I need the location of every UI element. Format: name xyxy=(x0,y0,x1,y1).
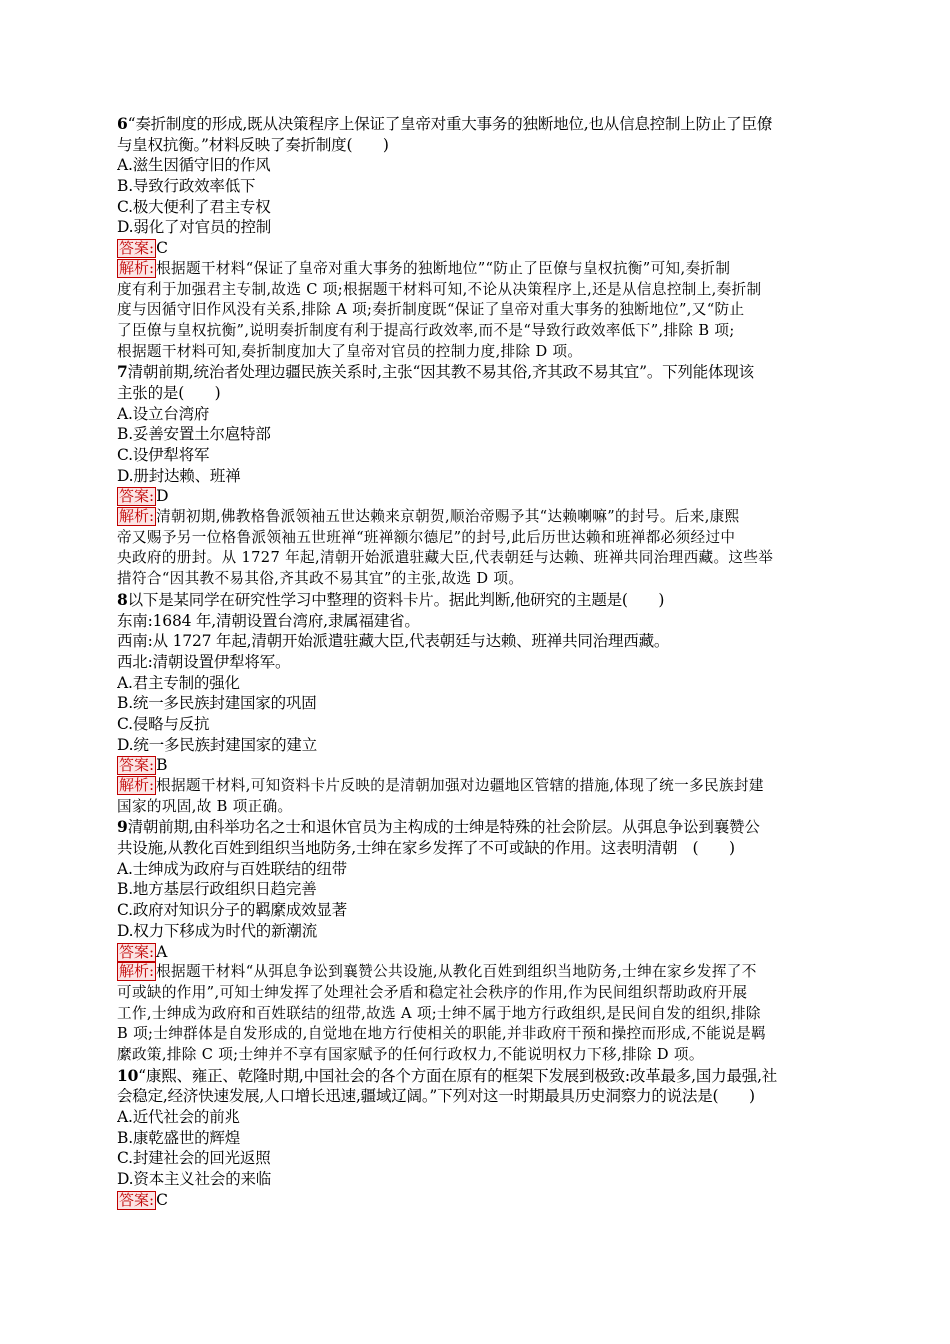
question-stem-text: 清朝前期,由科举功名之士和退休官员为主构成的士绅是特殊的社会阶层。从弭息争讼到襄赞公 xyxy=(127,818,760,837)
question-stem-text: 清朝前期,统治者处理边疆民族关系时,主张“因其教不易其俗,齐其政不易其宜”。下列能体现该 xyxy=(127,363,754,382)
question-stem-text: 共设施,从教化百姓到组织当地防务,士绅在家乡发挥了不可或缺的作用。这表明清朝 ( ) xyxy=(117,839,735,858)
answer-label: 答案: xyxy=(119,487,155,506)
answer-line xyxy=(117,238,835,259)
analysis-line xyxy=(117,259,835,280)
option-item: A.设立台湾府 xyxy=(117,404,210,423)
analysis-line xyxy=(117,507,835,528)
analysis-text: 央政府的册封。从 1727 年起,清朝开始派遣驻藏大臣,代表朝廷与达赖、班禅共同治理西藏。这些举 xyxy=(117,549,774,567)
analysis-text: 国家的巩固,故 B 项正确。 xyxy=(117,797,293,815)
question-stem-line xyxy=(117,611,835,632)
answer-label: 答案: xyxy=(119,1190,155,1209)
question-stem-line xyxy=(117,817,835,838)
analysis-label: 解析: xyxy=(119,962,155,981)
question-stem-text: “奏折制度的形成,既从决策程序上保证了皇帝对重大事务的独断地位,也从信息控制上防止了臣僚 xyxy=(127,115,773,133)
analysis-text: 根据题干材料可知,奏折制度加大了皇帝对官员的控制力度,排除 D 项。 xyxy=(117,342,583,360)
analysis-line xyxy=(117,797,835,818)
option-item: D.册封达赖、班禅 xyxy=(117,466,241,485)
analysis-label: 解析: xyxy=(119,776,155,794)
analysis-line xyxy=(117,342,835,363)
question-number: 10 xyxy=(117,1065,139,1085)
question-stem-line xyxy=(117,1086,835,1107)
question-block xyxy=(117,590,835,818)
answer-label: 答案: xyxy=(119,942,155,961)
question-number: 7 xyxy=(117,362,128,382)
analysis-line xyxy=(117,300,835,321)
question-stem-text: 西南:从 1727 年起,清朝开始派遣驻藏大臣,代表朝廷与达赖、班禅共同治理西藏。 xyxy=(117,632,670,651)
question-number: 9 xyxy=(117,817,128,837)
analysis-text: 根据题干材料“从弭息争讼到襄赞公共设施,从教化百姓到组织当地防务,士绅在家乡发挥了不 xyxy=(156,963,757,981)
analysis-line xyxy=(117,321,835,342)
analysis-line xyxy=(117,1024,835,1045)
question-stem-line xyxy=(117,1066,835,1087)
answer-line xyxy=(117,486,835,507)
analysis-label: 解析: xyxy=(119,258,155,277)
option-item: D.权力下移成为时代的新潮流 xyxy=(117,921,318,940)
question-stem-line xyxy=(117,114,835,135)
question-stem-text: 会稳定,经济快速发展,人口增长迅速,疆域辽阔。”下列对这一时期最具历史洞察力的说法是( ) xyxy=(117,1087,755,1106)
question-stem-text: 主张的是( ) xyxy=(117,383,221,402)
analysis-line xyxy=(117,1004,835,1025)
analysis-line xyxy=(117,280,835,301)
option-item: B.地方基层行政组织日趋完善 xyxy=(117,880,317,899)
option-item: C.封建社会的回光返照 xyxy=(117,1149,271,1168)
question-stem-line xyxy=(117,631,835,652)
answer-line xyxy=(117,1190,835,1211)
option-item: B.康乾盛世的辉煌 xyxy=(117,1128,241,1147)
question-stem-line xyxy=(117,135,835,156)
question-stem-line xyxy=(117,383,835,404)
question-stem-line xyxy=(117,590,835,611)
analysis-text: 措符合“因其教不易其俗,齐其政不易其宜”的主张,故选 D 项。 xyxy=(117,570,524,588)
question-number: 6 xyxy=(117,114,128,133)
option-item: C.侵略与反抗 xyxy=(117,714,210,733)
question-stem-line xyxy=(117,838,835,859)
analysis-text: 可或缺的作用”,可知士绅发挥了处理社会矛盾和稳定社会秩序的作用,作为民间组织帮助政府开展 xyxy=(117,983,748,1001)
option-item: C.极大便利了君主专权 xyxy=(117,197,271,216)
analysis-text: B 项;士绅群体是自发形成的,自觉地在地方行使相关的职能,并非政府干预和操控而形成,不能说是羁 xyxy=(117,1025,766,1043)
analysis-line xyxy=(117,1045,835,1066)
analysis-text: 清朝初期,佛教格鲁派领袖五世达赖来京朝贺,顺治帝赐予其“达赖喇嘛”的封号。后来,康熙 xyxy=(156,508,740,526)
question-stem-text: 西北:清朝设置伊犁将军。 xyxy=(117,652,291,671)
option-item: B.妥善安置土尔扈特部 xyxy=(117,425,271,444)
option-item: A.君主专制的强化 xyxy=(117,673,240,692)
answer-line xyxy=(117,755,835,776)
answer-value: C xyxy=(156,239,168,258)
question-stem-line xyxy=(117,652,835,673)
analysis-line xyxy=(117,569,835,590)
answer-line xyxy=(117,942,835,963)
answer-value: A xyxy=(156,942,168,961)
answer-value: D xyxy=(156,487,169,506)
analysis-text: 根据题干材料,可知资料卡片反映的是清朝加强对边疆地区管辖的措施,体现了统一多民族封建 xyxy=(156,777,764,794)
option-item: C.政府对知识分子的羁縻成效显著 xyxy=(117,901,348,920)
analysis-text: 根据题干材料“保证了皇帝对重大事务的独断地位”“防止了臣僚与皇权抗衡”可知,奏折制 xyxy=(156,259,731,277)
analysis-line xyxy=(117,548,835,569)
question-block xyxy=(117,362,835,590)
analysis-text: 工作,士绅成为政府和百姓联结的纽带,故选 A 项;士绅不属于地方行政组织,是民间自发的组织,排除 xyxy=(117,1004,761,1022)
analysis-text: 了臣僚与皇权抗衡”,说明奏折制度有利于提高行政效率,而不是“导致行政效率低下”,排除 B 项; xyxy=(117,321,735,339)
question-number: 8 xyxy=(117,589,128,609)
question-stem-text: 以下是某同学在研究性学习中整理的资料卡片。据此判断,他研究的主题是( ) xyxy=(127,590,665,609)
analysis-label: 解析: xyxy=(119,507,155,526)
question-list xyxy=(117,114,835,1210)
option-item: A.滋生因循守旧的作风 xyxy=(117,156,271,175)
analysis-line xyxy=(117,776,835,797)
option-item: A.士绅成为政府与百姓联结的纽带 xyxy=(117,859,347,878)
question-stem-line xyxy=(117,362,835,383)
option-item: A.近代社会的前兆 xyxy=(117,1108,240,1126)
analysis-text: 度与因循守旧作风没有关系,排除 A 项;奏折制度既“保证了皇帝对重大事务的独断地位”,又“防止 xyxy=(117,301,745,319)
answer-value: B xyxy=(156,756,168,775)
option-item: C.设伊犁将军 xyxy=(117,446,210,464)
analysis-text: 帝又赐予另一位格鲁派领袖五世班禅“班禅额尔德尼”的封号,此后历世达赖和班禅都必须经过中 xyxy=(117,528,736,546)
analysis-line xyxy=(117,983,835,1004)
option-item: D.资本主义社会的来临 xyxy=(117,1170,272,1189)
analysis-line xyxy=(117,962,835,983)
question-stem-text: 与皇权抗衡。”材料反映了奏折制度( ) xyxy=(117,135,389,154)
analysis-line xyxy=(117,528,835,549)
option-item: D.弱化了对官员的控制 xyxy=(117,218,272,237)
answer-label: 答案: xyxy=(119,756,155,775)
analysis-text: 縻政策,排除 C 项;士绅并不享有国家赋予的任何行政权力,不能说明权力下移,排除 D 项。 xyxy=(117,1045,704,1063)
option-item: B.统一多民族封建国家的巩固 xyxy=(117,694,317,713)
question-stem-text: 东南:1684 年,清朝设置台湾府,隶属福建省。 xyxy=(117,611,420,630)
question-block xyxy=(117,1066,835,1211)
answer-value: C xyxy=(156,1190,168,1209)
question-stem-text: “康熙、雍正、乾隆时期,中国社会的各个方面在原有的框架下发展到极致:改革最多,国力最强,社 xyxy=(138,1066,778,1085)
option-item: D.统一多民族封建国家的建立 xyxy=(117,735,318,754)
question-block xyxy=(117,114,835,362)
answer-label: 答案: xyxy=(119,239,155,258)
analysis-text: 度有利于加强君主专制,故选 C 项;根据题干材料可知,不论从决策程序上,还是从信息控制上,奏折制 xyxy=(117,280,762,298)
question-block xyxy=(117,817,835,1065)
option-item: B.导致行政效率低下 xyxy=(117,177,256,196)
